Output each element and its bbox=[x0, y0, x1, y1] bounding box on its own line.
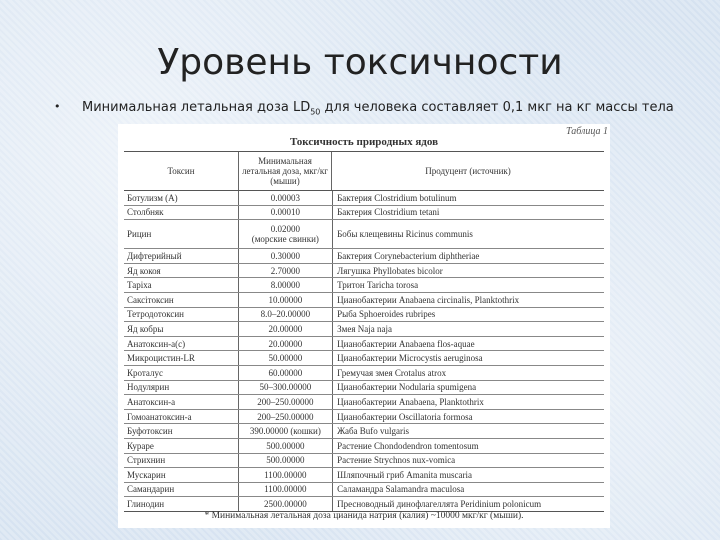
table-row bbox=[124, 439, 604, 454]
table-row bbox=[124, 308, 604, 323]
cell-dose bbox=[238, 308, 334, 322]
table-row bbox=[124, 206, 604, 221]
cell-dose-value: 60.00000 bbox=[268, 367, 303, 378]
table-header-row bbox=[124, 152, 604, 191]
cell-toxin: Самандарин bbox=[127, 484, 175, 495]
cell-producer: Бактерия Clostridium botulinum bbox=[337, 192, 457, 203]
cell-producer: Растение Strychnos nux-vomica bbox=[337, 455, 456, 466]
cell-dose bbox=[238, 395, 334, 409]
cell-dose bbox=[238, 410, 334, 424]
cell-toxin: Мускарин bbox=[127, 469, 166, 480]
cell-dose-value: 20.00000 bbox=[268, 338, 303, 349]
cell-dose-value: 50.00000 bbox=[268, 353, 303, 364]
cell-dose bbox=[238, 220, 334, 248]
cell-producer: Змея Naja naja bbox=[337, 323, 392, 334]
cell-toxin: Дифтерийный bbox=[127, 250, 182, 261]
table-row bbox=[124, 278, 604, 293]
cell-producer: Цианобактерии Anabaena circinalis, Planktothrix bbox=[337, 294, 520, 305]
cell-producer: Цианобактерии Nodularia spumigena bbox=[337, 382, 477, 393]
cell-dose-value: 0.30000 bbox=[270, 250, 300, 261]
table-number: Таблица 1 bbox=[566, 126, 608, 137]
table-caption: Токсичность природных ядов bbox=[289, 136, 439, 148]
cell-producer: Бактерия Corynebacterium diphtheriae bbox=[337, 250, 480, 261]
cell-producer: Цианобактерии Oscillatoria formosa bbox=[337, 411, 473, 422]
cell-producer: Пресноводный динофлагеллята Peridinium polonicum bbox=[337, 499, 542, 510]
cell-producer: Лягушка Phyllobates bicolor bbox=[337, 265, 443, 276]
cell-producer: Рыба Sphoeroides rubripes bbox=[337, 309, 436, 320]
cell-dose bbox=[238, 351, 334, 365]
table-row bbox=[124, 454, 604, 469]
cell-toxin: Кроталус bbox=[127, 367, 163, 378]
cell-dose bbox=[238, 424, 334, 438]
table-row bbox=[124, 395, 604, 410]
toxicity-table-image bbox=[118, 124, 610, 528]
table-row bbox=[124, 366, 604, 381]
cell-dose-value: 390.00000 (кошки) bbox=[249, 426, 321, 437]
cell-dose-value: 0.00010 bbox=[270, 207, 300, 218]
cell-dose bbox=[238, 264, 334, 278]
cell-dose-value: 20.00000 bbox=[268, 323, 303, 334]
table-row bbox=[124, 249, 604, 264]
cell-dose bbox=[238, 366, 334, 380]
table-row bbox=[124, 410, 604, 425]
cell-producer: Бобы клещевины Ricinus communis bbox=[337, 229, 473, 240]
table-footnote: * Минимальная летальная доза цианида натрия (калия) ~10000 мкг/кг (мыши). bbox=[204, 511, 524, 521]
cell-dose-note: (морские свинки) bbox=[251, 234, 319, 245]
table-row bbox=[124, 322, 604, 337]
cell-producer: Цианобактерии Anabaena, Planktothrix bbox=[337, 396, 484, 407]
cell-dose bbox=[238, 249, 334, 263]
cell-dose bbox=[238, 381, 334, 395]
cell-dose-value: 0.02000 bbox=[270, 224, 300, 235]
cell-toxin: Буфотоксин bbox=[127, 426, 173, 437]
cell-toxin: Гомоанатоксин-а bbox=[127, 411, 192, 422]
cell-toxin: Курарe bbox=[127, 440, 154, 451]
header-dose: Минимальная летальная доза, мкг/кг (мыши) bbox=[238, 152, 332, 190]
cell-dose-value: 200–250.00000 bbox=[257, 396, 314, 407]
cell-dose bbox=[238, 468, 334, 482]
cell-producer: Цианобактерии Anabaena flos-aquae bbox=[337, 338, 475, 349]
cell-toxin: Микроцистин-LR bbox=[127, 353, 195, 364]
cell-toxin: Глинодин bbox=[127, 499, 165, 510]
cell-producer: Цианобактерии Microcystis aeruginosa bbox=[337, 353, 483, 364]
bullet-text-before: Минимальная летальная доза LD bbox=[82, 100, 311, 115]
cell-producer: Шляпочный гриб Amanita muscaria bbox=[337, 469, 472, 480]
table-row bbox=[124, 483, 604, 498]
bullet-symbol: • bbox=[54, 100, 61, 113]
table-row bbox=[124, 381, 604, 396]
cell-dose bbox=[238, 497, 334, 511]
bullet-subscript: 50 bbox=[310, 107, 321, 117]
cell-dose bbox=[238, 454, 334, 468]
cell-dose-value: 8.00000 bbox=[270, 280, 300, 291]
cell-toxin: Тарiха bbox=[127, 280, 152, 291]
table-row bbox=[124, 351, 604, 366]
cell-dose bbox=[238, 191, 334, 205]
cell-producer: Саламандра Salamandra maculosa bbox=[337, 484, 465, 495]
header-producer: Продуцент (источник) bbox=[425, 166, 511, 176]
cell-toxin: Яд кобры bbox=[127, 323, 164, 334]
table-row bbox=[124, 220, 604, 249]
cell-toxin: Саксітоксин bbox=[127, 294, 174, 305]
cell-dose-value: 500.00000 bbox=[266, 455, 305, 466]
cell-producer: Растение Chondodendron tomentosum bbox=[337, 440, 479, 451]
cell-dose bbox=[238, 483, 334, 497]
cell-toxin: Яд кокоя bbox=[127, 265, 161, 276]
cell-producer: Бактерия Clostridium tetani bbox=[337, 207, 440, 218]
cell-dose-value: 1100.00000 bbox=[264, 484, 307, 495]
cell-dose-value: 1100.00000 bbox=[264, 469, 307, 480]
table-row bbox=[124, 264, 604, 279]
cell-dose bbox=[238, 439, 334, 453]
cell-toxin: Стрихнин bbox=[127, 455, 166, 466]
cell-toxin: Нодулярин bbox=[127, 382, 170, 393]
table-row bbox=[124, 468, 604, 483]
cell-dose-value: 2500.00000 bbox=[263, 499, 307, 510]
cell-producer: Тритон Taricha torosa bbox=[337, 280, 419, 291]
cell-producer: Гремучая змея Crotalus atrox bbox=[337, 367, 447, 378]
cell-toxin: Столбняк bbox=[127, 207, 164, 218]
cell-dose-value: 8.0–20.00000 bbox=[260, 309, 311, 320]
cell-dose-value: 0.00003 bbox=[270, 192, 300, 203]
cell-dose-value: 200–250.00000 bbox=[257, 411, 314, 422]
table-row bbox=[124, 337, 604, 352]
cell-toxin: Тетродотоксин bbox=[127, 309, 184, 320]
cell-dose-value: 50–300.00000 bbox=[259, 382, 312, 393]
cell-dose bbox=[238, 206, 334, 220]
table-row bbox=[124, 293, 604, 308]
cell-dose bbox=[238, 293, 334, 307]
cell-dose-value: 500.00000 bbox=[266, 440, 305, 451]
bullet-text bbox=[82, 100, 674, 117]
cell-dose-value: 10.00000 bbox=[268, 294, 303, 305]
bullet-text-after: для человека составляет 0,1 мкг на кг массы тела bbox=[320, 100, 674, 115]
cell-producer: Жаба Bufo vulgaris bbox=[337, 426, 410, 437]
table-row bbox=[124, 497, 604, 511]
cell-dose bbox=[238, 337, 334, 351]
header-toxin: Токсин bbox=[167, 166, 195, 176]
table-row bbox=[124, 191, 604, 206]
cell-dose-value: 2.70000 bbox=[270, 265, 300, 276]
cell-toxin: Ботулизм (А) bbox=[127, 192, 178, 203]
cell-toxin: Анатоксин-а(с) bbox=[127, 338, 186, 349]
cell-dose bbox=[238, 278, 334, 292]
toxicity-table bbox=[124, 151, 604, 512]
cell-toxin: Анатоксин-а bbox=[127, 396, 176, 407]
cell-dose bbox=[238, 322, 334, 336]
table-row bbox=[124, 424, 604, 439]
slide-title: Уровень токсичности bbox=[157, 42, 563, 83]
cell-toxin: Рицин bbox=[127, 229, 152, 240]
